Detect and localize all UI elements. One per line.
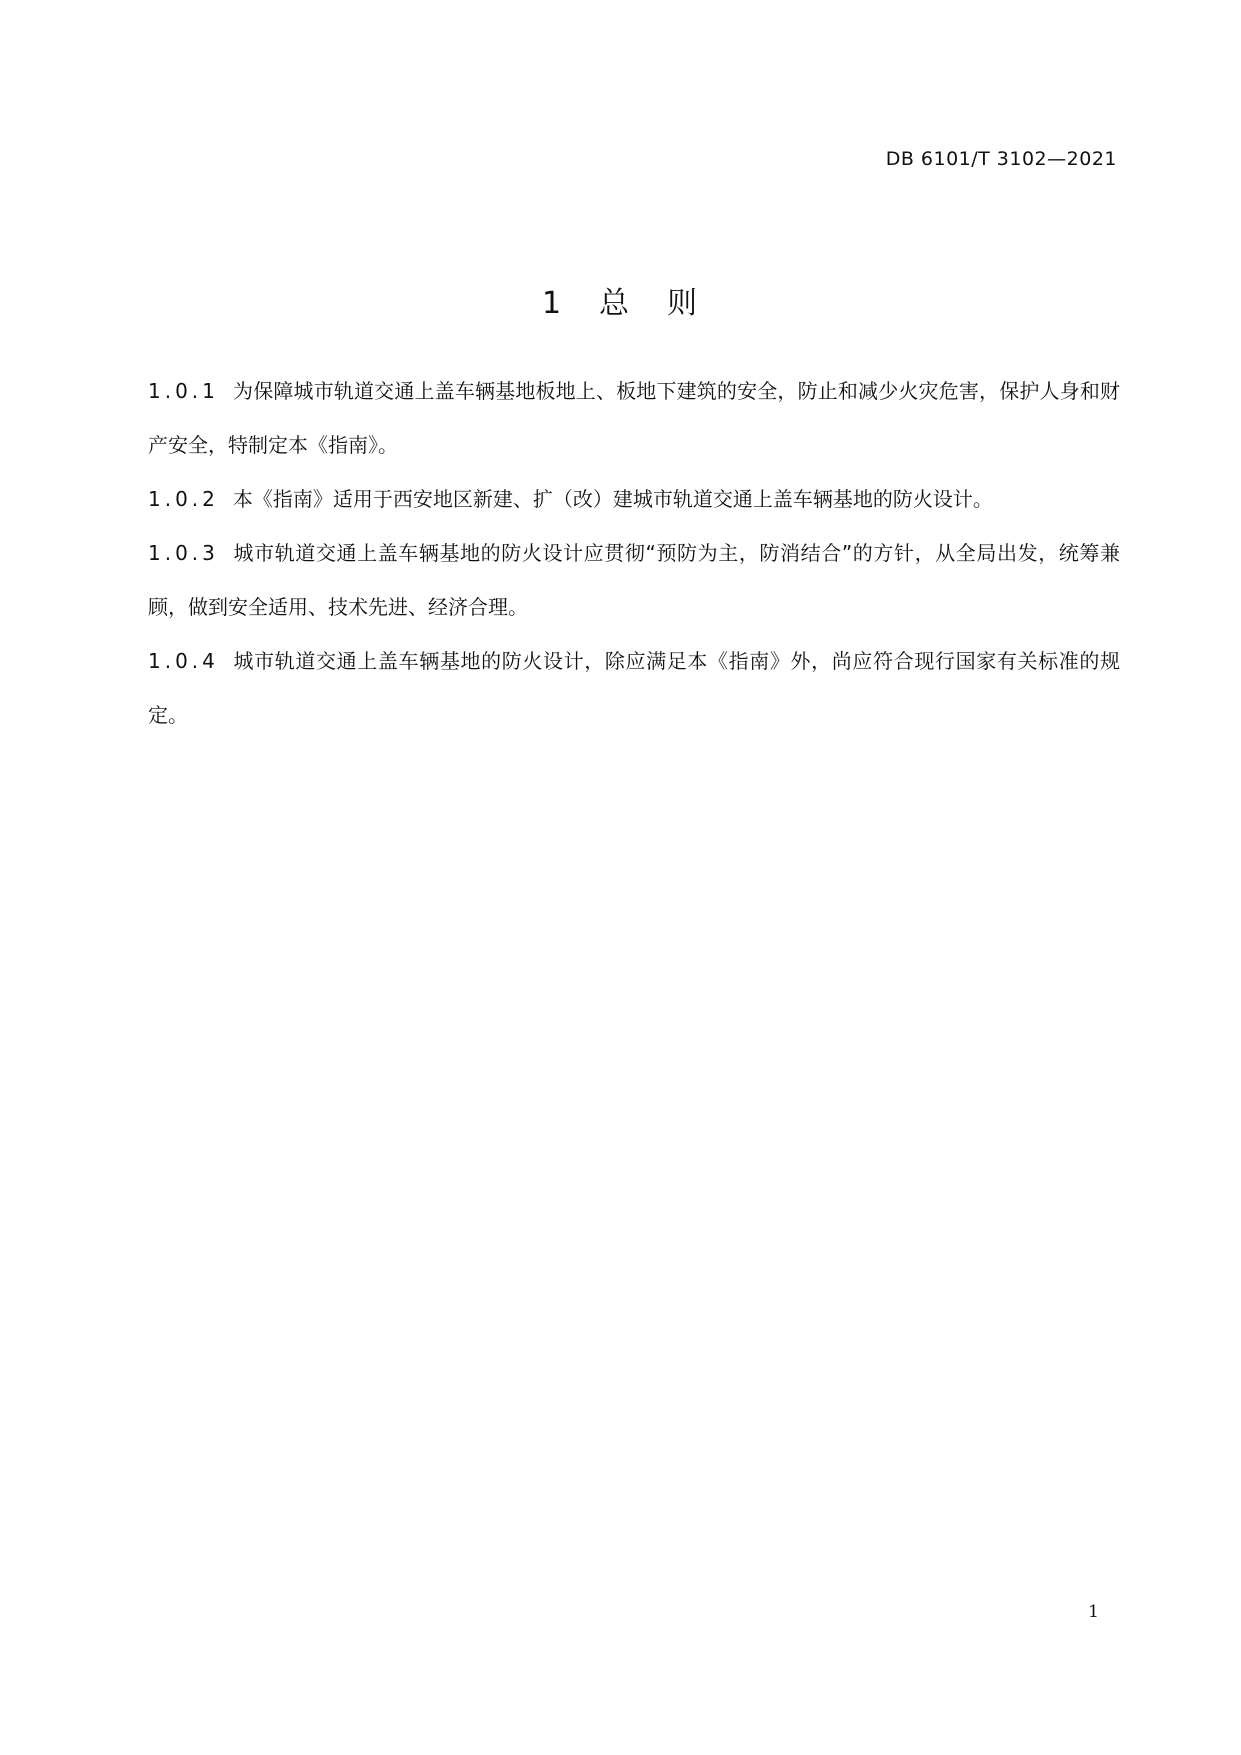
document-code: DB 6101/T 3102—2021 <box>885 148 1117 170</box>
page-number: 1 <box>1088 1602 1099 1622</box>
chapter-number: 1 <box>541 286 564 321</box>
clause-text: 城市轨道交通上盖车辆基地的防火设计，除应满足本《指南》外，尚应符合现行国家有关标准的规定。 <box>148 649 1120 727</box>
chapter-title-part2: 则 <box>667 286 700 321</box>
clause-number: 1.0.1 <box>148 379 219 403</box>
clause-number: 1.0.2 <box>148 487 219 511</box>
clause-number: 1.0.3 <box>148 541 219 565</box>
clause-number: 1.0.4 <box>148 649 219 673</box>
chapter-title <box>0 278 1241 322</box>
clause-1-0-1 <box>148 364 1120 472</box>
chapter-title-part1: 总 <box>599 286 632 321</box>
clause-1-0-3 <box>148 526 1120 634</box>
clause-list <box>148 364 1120 742</box>
clause-text: 城市轨道交通上盖车辆基地的防火设计应贯彻“预防为主，防消结合”的方针，从全局出发，统筹兼顾，做到安全适用、技术先进、经济合理。 <box>148 541 1120 619</box>
clause-1-0-2 <box>148 472 1120 526</box>
clause-text: 为保障城市轨道交通上盖车辆基地板地上、板地下建筑的安全，防止和减少火灾危害，保护人身和财产安全，特制定本《指南》。 <box>148 379 1120 457</box>
clause-text: 本《指南》适用于西安地区新建、扩（改）建城市轨道交通上盖车辆基地的防火设计。 <box>232 487 993 511</box>
clause-1-0-4 <box>148 634 1120 742</box>
